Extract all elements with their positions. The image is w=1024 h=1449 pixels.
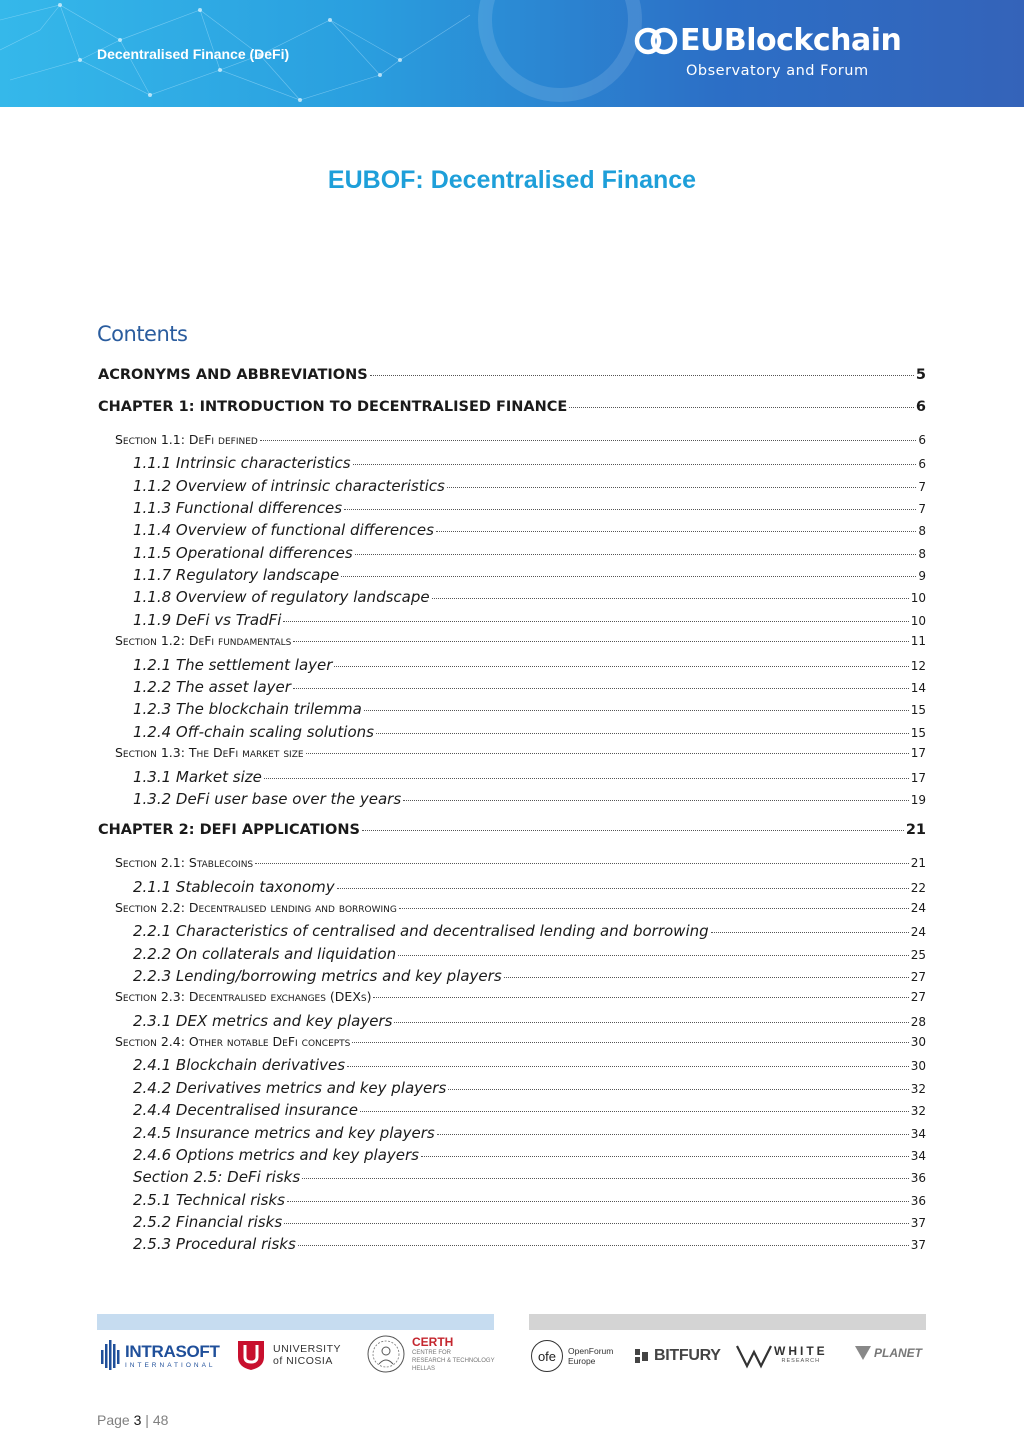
ofe-line2: Europe <box>568 1356 596 1366</box>
toc-entry-page: 15 <box>910 703 926 717</box>
toc-entry-title: CHAPTER 1: INTRODUCTION TO DECENTRALISED FINANCE <box>98 399 568 415</box>
toc-entry-title: 1.2.4 Off-chain scaling solutions <box>133 723 374 741</box>
toc-dot-leader <box>394 1022 908 1023</box>
toc-sub-entry[interactable] <box>133 1213 926 1231</box>
toc-dot-leader <box>355 554 917 555</box>
unic-line2: of NICOSIA <box>273 1355 333 1367</box>
toc-entry-title: Section 2.2: Decentralised lending and borrowing <box>115 900 397 915</box>
page-current: 3 <box>133 1412 142 1428</box>
toc-entry-title: 1.2.3 The blockchain trilemma <box>133 700 362 718</box>
toc-dot-leader <box>711 932 909 933</box>
toc-entry-title: ACRONYMS AND ABBREVIATIONS <box>98 367 368 383</box>
toc-entry-title: Section 2.4: Other notable DeFi concepts <box>115 1034 351 1049</box>
toc-dot-leader <box>399 908 909 909</box>
toc-dot-leader <box>341 576 916 577</box>
certh-logo <box>366 1334 495 1374</box>
unic-line1: UNIVERSITY <box>273 1343 342 1355</box>
white-subtitle: RESEARCH <box>781 1358 821 1364</box>
intrasoft-name: INTRASOFT <box>125 1341 220 1361</box>
toc-sub-entry[interactable] <box>133 678 926 696</box>
toc-entry-page: 17 <box>910 746 926 760</box>
toc-sub-entry[interactable] <box>133 878 926 896</box>
toc-entry-title: 1.2.1 The settlement layer <box>133 656 333 674</box>
toc-entry-title: 1.1.5 Operational differences <box>133 544 353 562</box>
unic-shield-icon <box>236 1339 266 1371</box>
document-title: EUBOF: Decentralised Finance <box>327 166 697 194</box>
toc-entry-title: Section 2.5: DeFi risks <box>133 1168 301 1186</box>
toc-dot-leader <box>353 464 917 465</box>
toc-sub-entry[interactable] <box>133 1056 926 1074</box>
bitfury-name: BITFURY <box>654 1347 721 1364</box>
footer-bar-right <box>529 1314 926 1330</box>
toc-sub-entry[interactable] <box>133 611 926 629</box>
toc-dot-leader <box>504 977 909 978</box>
planet-name: PLANET <box>874 1346 922 1360</box>
toc-entry-page: 7 <box>918 502 926 516</box>
toc-section-entry[interactable] <box>115 745 926 760</box>
toc-dot-leader <box>362 830 904 831</box>
footer-bar-left <box>97 1314 494 1330</box>
toc-section-entry[interactable] <box>115 855 926 870</box>
toc-sub-entry[interactable] <box>133 544 926 562</box>
ofe-circle-icon <box>531 1340 563 1372</box>
toc-section-entry[interactable] <box>115 989 926 1004</box>
toc-entry-title: 1.3.1 Market size <box>133 768 262 786</box>
toc-entry-title: 2.4.1 Blockchain derivatives <box>133 1056 346 1074</box>
toc-entry-page: 5 <box>915 367 926 383</box>
toc-entry-page: 8 <box>918 524 926 538</box>
toc-dot-leader <box>293 688 909 689</box>
toc-entry-title: 2.1.1 Stablecoin taxonomy <box>133 878 335 896</box>
toc-entry-title: 1.1.4 Overview of functional differences <box>133 521 434 539</box>
toc-chapter-entry[interactable] <box>98 822 926 838</box>
toc-entry-title: Section 2.3: Decentralised exchanges (DEXs) <box>115 989 372 1004</box>
toc-sub-entry[interactable] <box>133 945 926 963</box>
certh-sub3: HELLAS <box>412 1365 436 1372</box>
toc-entry-title: 1.1.2 Overview of intrinsic characteristics <box>133 477 445 495</box>
toc-entry-title: 1.1.3 Functional differences <box>133 499 343 517</box>
toc-entry-title: 2.5.1 Technical risks <box>133 1191 285 1209</box>
toc-sub-entry[interactable] <box>133 1012 926 1030</box>
toc-entry-title: 1.1.9 DeFi vs TradFi <box>133 611 282 629</box>
toc-dot-leader <box>373 997 908 998</box>
toc-entry-title: 2.4.5 Insurance metrics and key players <box>133 1124 435 1142</box>
toc-entry-page: 28 <box>910 1015 926 1029</box>
toc-dot-leader <box>448 1089 908 1090</box>
page-label: Page <box>97 1412 130 1428</box>
toc-dot-leader <box>370 375 914 376</box>
toc-entry-page: 34 <box>910 1127 926 1141</box>
toc-sub-entry[interactable] <box>133 922 926 940</box>
toc-entry-title: CHAPTER 2: DEFI APPLICATIONS <box>98 822 360 838</box>
certh-sub2: RESEARCH & TECHNOLOGY <box>412 1357 495 1364</box>
toc-entry-page: 15 <box>910 726 926 740</box>
toc-entry-page: 8 <box>918 547 926 561</box>
white-name: WHITE <box>774 1344 828 1358</box>
toc-entry-title: 2.2.2 On collaterals and liquidation <box>133 945 397 963</box>
toc-entry-page: 30 <box>910 1035 926 1049</box>
toc-entry-title: Section 1.2: DeFi fundamentals <box>115 633 292 648</box>
toc-section-entry[interactable] <box>115 1034 926 1049</box>
toc-dot-leader <box>421 1156 909 1157</box>
toc-sub-entry[interactable] <box>133 768 926 786</box>
planet-logo <box>853 1342 922 1364</box>
toc-entry-page: 9 <box>918 569 926 583</box>
toc-dot-leader <box>293 641 908 642</box>
certh-emblem-icon <box>366 1334 406 1374</box>
toc-sub-entry[interactable] <box>133 790 926 808</box>
toc-entry-title: 2.2.1 Characteristics of centralised and decentralised lending and borrowing <box>133 922 709 940</box>
toc-dot-leader <box>344 509 916 510</box>
toc-section-entry[interactable] <box>115 633 926 648</box>
white-research-logo <box>735 1340 828 1372</box>
toc-sub-entry[interactable] <box>133 1168 926 1186</box>
toc-entry-title: 2.4.2 Derivatives metrics and key players <box>133 1079 447 1097</box>
toc-entry-page: 37 <box>910 1216 926 1230</box>
toc-entry-title: Section 1.3: The DeFi market size <box>115 745 304 760</box>
toc-sub-entry[interactable] <box>133 566 926 584</box>
toc-dot-leader <box>376 733 909 734</box>
toc-entry-page: 17 <box>910 771 926 785</box>
toc-dot-leader <box>334 666 908 667</box>
toc-sub-entry[interactable] <box>133 477 926 495</box>
toc-entry-title: 2.2.3 Lending/borrowing metrics and key players <box>133 967 502 985</box>
toc-dot-leader <box>283 621 908 622</box>
toc-sub-entry[interactable] <box>133 1146 926 1164</box>
toc-entry-title: 2.5.2 Financial risks <box>133 1213 283 1231</box>
toc-entry-title: 2.5.3 Procedural risks <box>133 1235 296 1253</box>
toc-entry-page: 21 <box>910 856 926 870</box>
intrasoft-mark-icon <box>100 1338 122 1372</box>
toc-dot-leader <box>298 1245 909 1246</box>
toc-entry-page: 21 <box>905 822 926 838</box>
toc-entry-page: 6 <box>918 433 926 447</box>
toc-entry-page: 10 <box>910 591 926 605</box>
toc-dot-leader <box>360 1111 909 1112</box>
toc-sub-entry[interactable] <box>133 588 926 606</box>
intrasoft-logo <box>100 1338 220 1372</box>
toc-chapter-entry[interactable] <box>98 399 926 415</box>
toc-sub-entry[interactable] <box>133 499 926 517</box>
document-label: Decentralised Finance (DeFi) <box>97 46 290 62</box>
toc-dot-leader <box>436 531 916 532</box>
toc-entry-title: 1.3.2 DeFi user base over the years <box>133 790 402 808</box>
toc-dot-leader <box>364 710 909 711</box>
toc-entry-title: Section 1.1: DeFi defined <box>115 432 258 447</box>
toc-entry-title: 2.4.4 Decentralised insurance <box>133 1101 358 1119</box>
toc-sub-entry[interactable] <box>133 700 926 718</box>
toc-section-entry[interactable] <box>115 900 926 915</box>
toc-dot-leader <box>403 800 909 801</box>
toc-entry-page: 19 <box>910 793 926 807</box>
toc-dot-leader <box>302 1178 909 1179</box>
certh-name: CERTH <box>412 1334 454 1349</box>
toc-dot-leader <box>287 1201 909 1202</box>
toc-dot-leader <box>260 440 917 441</box>
toc-dot-leader <box>569 407 914 408</box>
page-separator: | <box>145 1412 149 1428</box>
toc-entry-page: 14 <box>910 681 926 695</box>
toc-sub-entry[interactable] <box>133 1191 926 1209</box>
ofe-line1: OpenForum <box>568 1346 614 1356</box>
toc-entry-page: 22 <box>910 881 926 895</box>
toc-entry-title: 2.4.6 Options metrics and key players <box>133 1146 419 1164</box>
toc-entry-page: 37 <box>910 1238 926 1252</box>
toc-entry-title: 1.2.2 The asset layer <box>133 678 291 696</box>
white-research-mark-icon <box>735 1342 773 1370</box>
toc-section-entry[interactable] <box>115 432 926 447</box>
toc-dot-leader <box>306 753 909 754</box>
toc-dot-leader <box>352 1042 908 1043</box>
toc-entry-page: 36 <box>910 1171 926 1185</box>
toc-dot-leader <box>437 1134 909 1135</box>
university-of-nicosia-logo <box>236 1338 341 1372</box>
planet-mark-icon <box>853 1344 873 1362</box>
toc-entry-page: 11 <box>910 634 926 648</box>
toc-entry-page: 12 <box>910 659 926 673</box>
toc-dot-leader <box>398 955 909 956</box>
page-total: 48 <box>152 1412 169 1428</box>
toc-entry-page: 24 <box>910 901 926 915</box>
toc-sub-entry[interactable] <box>133 1235 926 1253</box>
toc-entry-page: 25 <box>910 948 926 962</box>
toc-entry-page: 7 <box>918 480 926 494</box>
toc-entry-title: 1.1.7 Regulatory landscape <box>133 566 340 584</box>
bitfury-mark-icon <box>634 1348 650 1364</box>
toc-entry-page: 27 <box>910 970 926 984</box>
toc-sub-entry[interactable] <box>133 967 926 985</box>
page-header <box>0 0 1024 107</box>
toc-entry-title: Section 2.1: Stablecoins <box>115 855 254 870</box>
toc-sub-entry[interactable] <box>133 1124 926 1142</box>
contents-heading: Contents <box>97 322 188 346</box>
toc-entry-page: 34 <box>910 1149 926 1163</box>
brand-name: EUBlockchain <box>680 23 902 58</box>
toc-entry-page: 27 <box>910 990 926 1004</box>
toc-entry-page: 24 <box>910 925 926 939</box>
toc-sub-entry[interactable] <box>133 656 926 674</box>
toc-entry-page: 10 <box>910 614 926 628</box>
toc-entry-title: 2.3.1 DEX metrics and key players <box>133 1012 393 1030</box>
brand-tagline: Observatory and Forum <box>686 63 869 79</box>
bitfury-logo <box>634 1346 721 1366</box>
toc-dot-leader <box>447 487 916 488</box>
linked-rings-icon <box>634 26 680 56</box>
toc-dot-leader <box>255 863 909 864</box>
toc-sub-entry[interactable] <box>133 454 926 472</box>
toc-entry-page: 30 <box>910 1059 926 1073</box>
toc-dot-leader <box>432 598 909 599</box>
page-number <box>97 1412 168 1428</box>
toc-entry-page: 6 <box>918 457 926 471</box>
toc-dot-leader <box>347 1066 909 1067</box>
toc-chapter-entry[interactable] <box>98 367 926 383</box>
toc-sub-entry[interactable] <box>133 521 926 539</box>
toc-dot-leader <box>264 778 909 779</box>
toc-entry-page: 32 <box>910 1082 926 1096</box>
toc-dot-leader <box>337 888 909 889</box>
toc-sub-entry[interactable] <box>133 1079 926 1097</box>
toc-dot-leader <box>284 1223 909 1224</box>
ofe-mark: ofe <box>537 1348 557 1364</box>
certh-sub1: CENTRE FOR <box>412 1349 451 1356</box>
toc-entry-title: 1.1.1 Intrinsic characteristics <box>133 454 351 472</box>
toc-entry-page: 36 <box>910 1194 926 1208</box>
openforum-europe-logo <box>531 1339 613 1373</box>
toc-sub-entry[interactable] <box>133 723 926 741</box>
toc-entry-page: 32 <box>910 1104 926 1118</box>
toc-sub-entry[interactable] <box>133 1101 926 1119</box>
toc-entry-title: 1.1.8 Overview of regulatory landscape <box>133 588 430 606</box>
toc-entry-page: 6 <box>915 399 926 415</box>
intrasoft-subtitle: INTERNATIONAL <box>125 1361 216 1369</box>
